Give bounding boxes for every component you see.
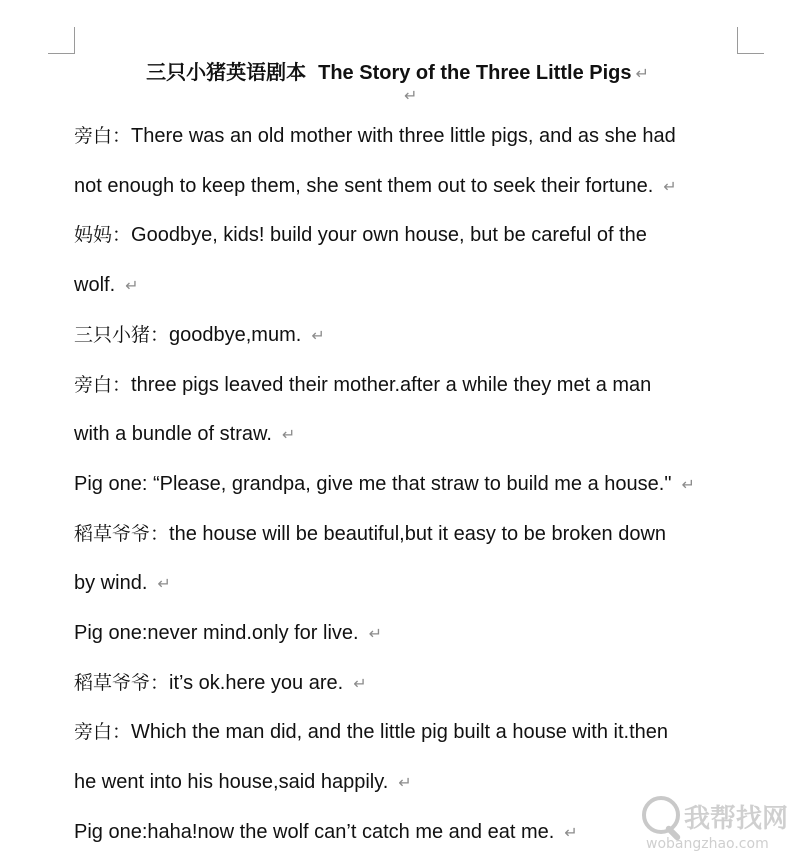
- document-title: [0, 56, 795, 85]
- paragraph-mark-icon: ↵: [564, 825, 578, 842]
- line-text: Pig one:never mind.only for live.: [74, 622, 359, 644]
- speaker-label: 稻草爷爷：: [74, 523, 170, 545]
- speaker-label: 旁白：: [74, 125, 132, 147]
- title-english: The Story of the Three Little Pigs: [318, 62, 632, 84]
- line-text: not enough to keep them, she sent them out to seek their fortune.: [74, 175, 654, 197]
- paragraph-mark-icon: ↵: [663, 179, 677, 196]
- script-line: [74, 671, 367, 697]
- line-text: by wind.: [74, 572, 148, 594]
- line-text: it’s ok.here you are.: [169, 672, 344, 694]
- title-chinese: 三只小猪英语剧本: [146, 60, 307, 84]
- script-line: [74, 422, 295, 448]
- speaker-label: 旁白：: [74, 721, 132, 743]
- script-line: [74, 770, 412, 796]
- watermark-url: wobangzhao.com: [646, 836, 769, 852]
- script-line: [74, 323, 325, 349]
- paragraph-mark-icon: ↵: [398, 775, 412, 792]
- line-text: There was an old mother with three little pigs, and as she had: [131, 125, 676, 147]
- script-line: [74, 174, 677, 200]
- line-text: Which the man did, and the little pig built a house with it.then: [131, 721, 668, 743]
- watermark: [640, 792, 790, 858]
- script-line: [74, 373, 651, 397]
- script-line: [74, 223, 647, 247]
- line-text: Goodbye, kids! build your own house, but be careful of the: [131, 224, 647, 246]
- margin-corner-top-right: [737, 27, 764, 54]
- line-text: with a bundle of straw.: [74, 423, 272, 445]
- line-text: three pigs leaved their mother.after a while they met a man: [131, 374, 652, 396]
- speaker-label: 旁白：: [74, 374, 132, 396]
- paragraph-mark-icon: ↵: [404, 88, 418, 105]
- line-text: he went into his house,said happily.: [74, 771, 389, 793]
- magnifier-icon: [642, 796, 680, 834]
- paragraph-mark-icon: ↵: [681, 477, 695, 494]
- paragraph-mark-icon: ↵: [353, 676, 367, 693]
- script-line: [74, 522, 666, 546]
- speaker-label: 妈妈：: [74, 224, 132, 246]
- speaker-label: 稻草爷爷：: [74, 672, 170, 694]
- speaker-label: 三只小猪：: [74, 324, 170, 346]
- line-text: Pig one:haha!now the wolf can’t catch me and eat me.: [74, 821, 555, 843]
- paragraph-mark-icon: ↵: [311, 328, 325, 345]
- watermark-brand: 我帮找网: [684, 804, 789, 834]
- paragraph-mark-icon: ↵: [281, 427, 296, 444]
- line-text: Pig one: “Please, grandpa, give me that straw to build me a house.": [74, 473, 672, 495]
- line-text: wolf.: [74, 274, 116, 296]
- script-line: [74, 820, 578, 846]
- paragraph-mark-icon: ↵: [125, 278, 139, 295]
- script-line: [74, 472, 695, 498]
- paragraph-mark-icon: ↵: [635, 66, 649, 83]
- script-line: [74, 273, 139, 299]
- script-line: [74, 124, 676, 148]
- line-text: the house will be beautiful,but it easy to be broken down: [169, 523, 667, 545]
- margin-corner-top-left: [48, 27, 75, 54]
- paragraph-mark-icon: ↵: [368, 626, 382, 643]
- script-line: [74, 720, 668, 744]
- line-text: goodbye,mum.: [169, 324, 302, 346]
- script-line: [74, 621, 382, 647]
- script-line: [74, 571, 171, 597]
- paragraph-mark-icon: ↵: [157, 576, 171, 593]
